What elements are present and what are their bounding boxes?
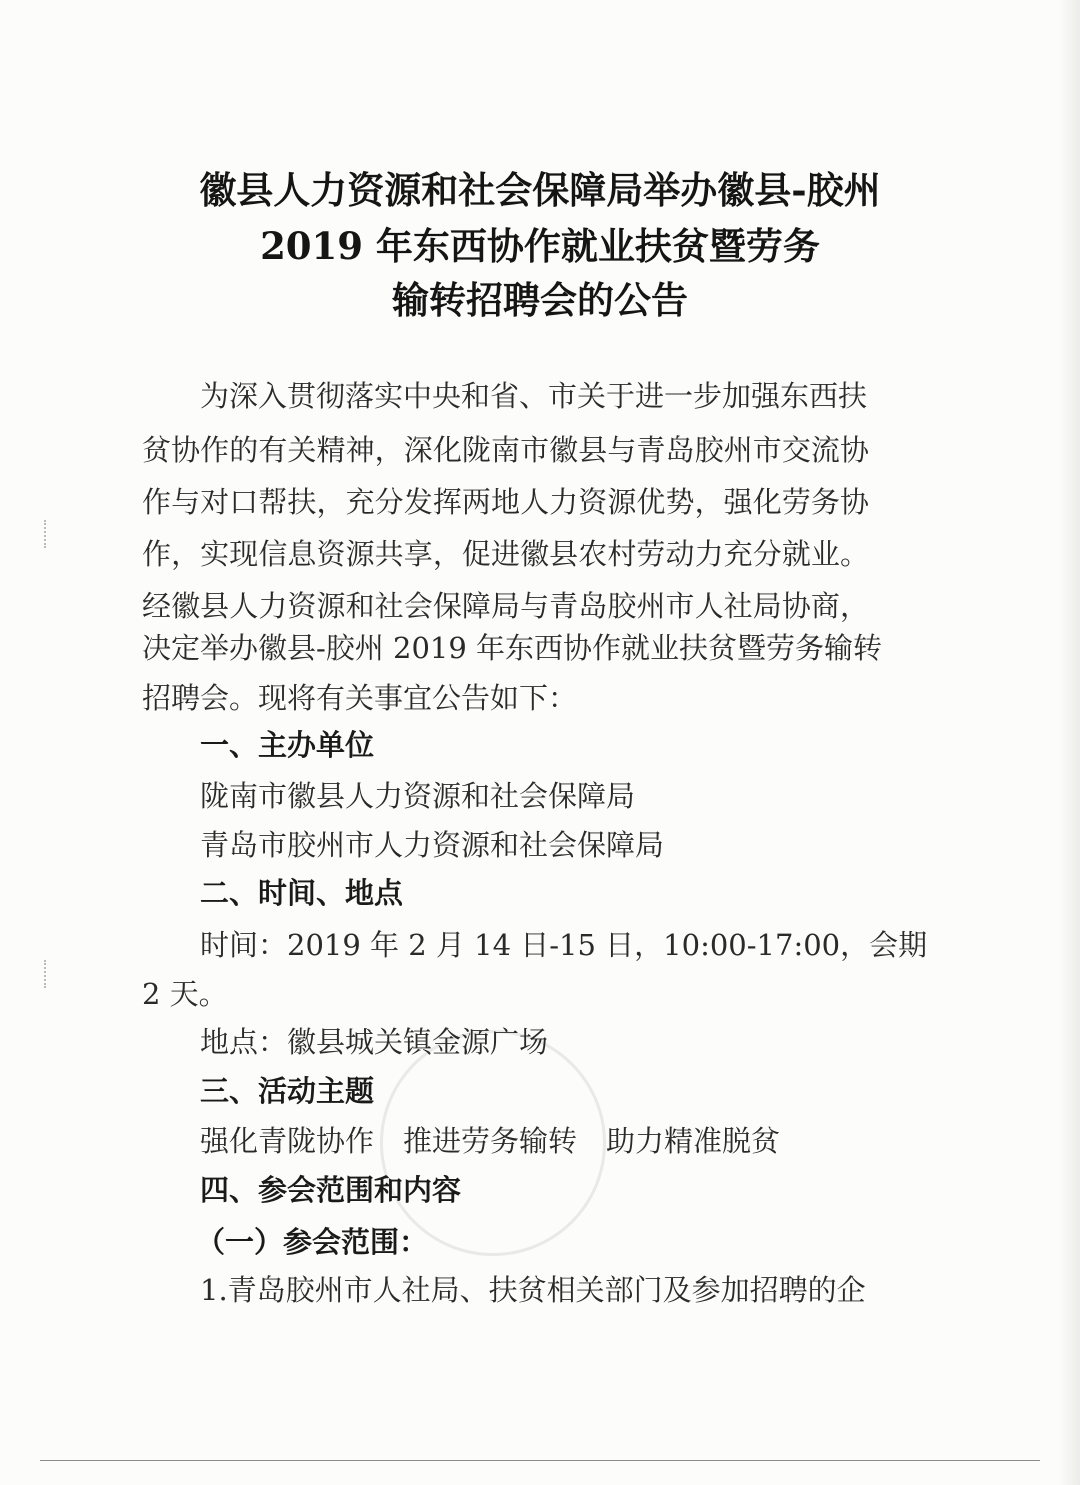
intro-line: 招聘会。现将有关事宜公告如下：	[142, 681, 578, 715]
page-bottom-rule	[40, 1460, 1040, 1461]
organizer-item: 陇南市徽县人力资源和社会保障局	[200, 779, 636, 813]
section-heading-organizers: 一、主办单位	[200, 728, 375, 762]
title-line-2: 2019 年东西协作就业扶贫暨劳务	[260, 224, 820, 268]
theme-line: 强化青陇协作 推进劳务输转 助力精准脱贫	[200, 1124, 781, 1158]
intro-line: 经徽县人力资源和社会保障局与青岛胶州市人社局协商，	[142, 589, 869, 623]
scope-item: 1.青岛胶州市人社局、扶贫相关部门及参加招聘的企	[200, 1273, 866, 1307]
time-line: 时间：2019 年 2 月 14 日-15 日，10:00-17:00，会期	[200, 928, 928, 962]
title-line-1: 徽县人力资源和社会保障局举办徽县-胶州	[199, 168, 881, 212]
place-line: 地点：徽县城关镇金源广场	[200, 1025, 549, 1059]
section-heading-time-place: 二、时间、地点	[200, 876, 404, 910]
page-edge-shadow	[1058, 0, 1080, 1485]
intro-line: 为深入贯彻落实中央和省、市关于进一步加强东西扶	[200, 379, 868, 413]
intro-line: 作，实现信息资源共享，促进徽县农村劳动力充分就业。	[142, 537, 869, 571]
binding-mark	[44, 520, 52, 548]
intro-line: 贫协作的有关精神，深化陇南市徽县与青岛胶州市交流协	[142, 433, 869, 467]
intro-line: 决定举办徽县-胶州 2019 年东西协作就业扶贫暨劳务输转	[142, 631, 883, 665]
binding-mark	[44, 960, 52, 988]
section-heading-theme: 三、活动主题	[200, 1074, 375, 1108]
section-heading-scope: 四、参会范围和内容	[200, 1173, 462, 1207]
time-line-cont: 2 天。	[142, 977, 228, 1011]
organizer-item: 青岛市胶州市人力资源和社会保障局	[200, 828, 665, 862]
sub-heading-scope: （一）参会范围：	[196, 1225, 429, 1259]
intro-line: 作与对口帮扶，充分发挥两地人力资源优势，强化劳务协	[142, 485, 869, 519]
title-line-3: 输转招聘会的公告	[392, 278, 688, 322]
